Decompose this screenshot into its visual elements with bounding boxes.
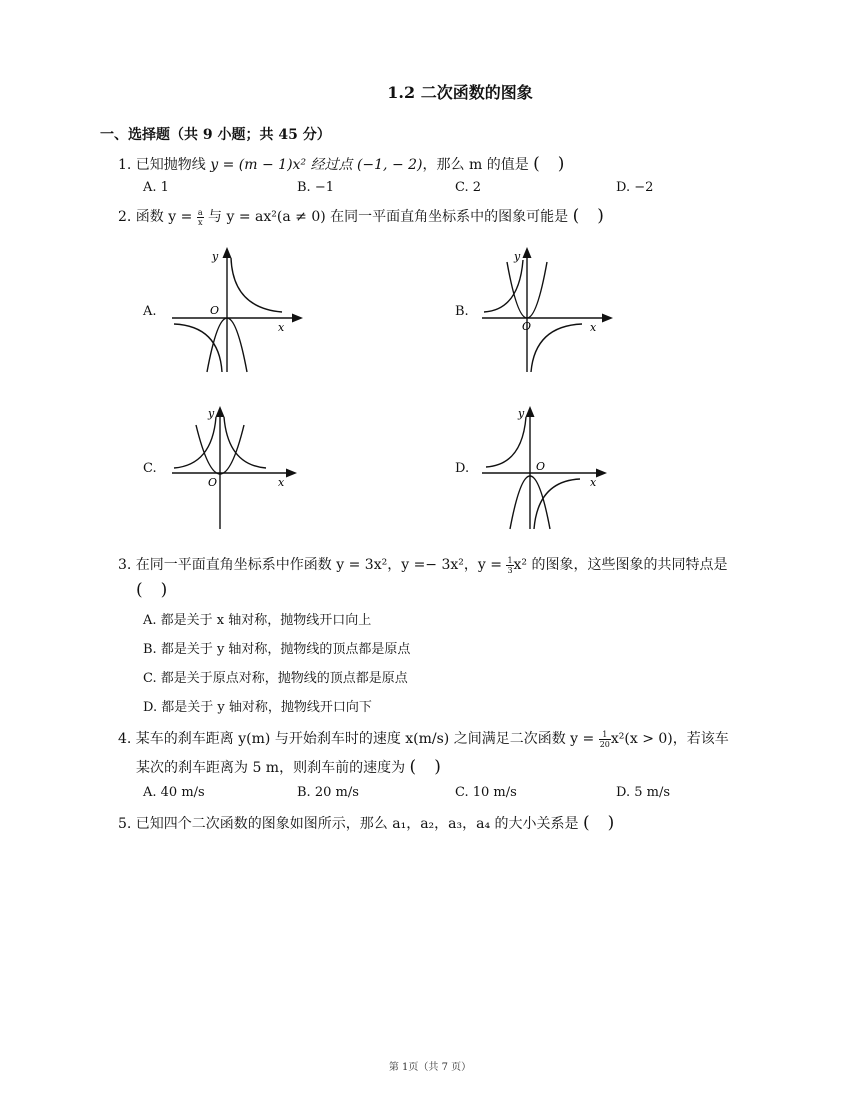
question-3 (118, 554, 728, 575)
q4-text-line2: 某次的刹车距离为 5 m，则刹车前的速度为 (136, 760, 406, 776)
q3-frac-den: 3 (507, 565, 513, 575)
q3-answer-blank-line (136, 580, 166, 600)
graph-b-label: B. (455, 304, 469, 319)
origin-label: O (536, 460, 546, 473)
x-arrow (292, 314, 303, 323)
y-axis-label: y (514, 250, 521, 263)
x-arrow (596, 469, 607, 478)
q1-expression: y = (m − 1)x² 经过点 (−1, − 2) (210, 157, 423, 173)
q1-option-d: D. −2 (616, 180, 654, 195)
q3-option-a: A. 都是关于 x 轴对称，抛物线开口向上 (143, 613, 372, 628)
q1-option-a: A. 1 (143, 180, 169, 195)
question-5 (118, 813, 613, 833)
graph-d-label: D. (455, 461, 470, 476)
q1-option-b: B. −1 (297, 180, 334, 195)
origin-label: O (210, 304, 220, 317)
graph-d (470, 405, 620, 535)
hyperbola-branch-left (174, 324, 222, 372)
q3-option-b: B. 都是关于 y 轴对称，抛物线的顶点都是原点 (143, 642, 411, 657)
question-2 (118, 206, 603, 227)
q3-fraction (506, 556, 513, 575)
answer-blank (573, 206, 603, 226)
section-title: 一、选择题（共 9 小题；共 45 分） (100, 127, 331, 143)
hyperbola-branch-right (534, 479, 580, 529)
q4-text-post: x²(x > 0)，若该车 (610, 731, 729, 747)
q2-text-pre: 2. 函数 y = (118, 209, 197, 225)
q2-frac-num: a (197, 207, 203, 217)
q4-frac-den: 20 (599, 739, 610, 749)
q3-text-pre: 3. 在同一平面直角坐标系中作函数 y = 3x²，y =− 3x²，y = (118, 557, 507, 573)
hyperbola-branch-left (174, 417, 216, 468)
q2-text-mid: 与 y = ax²(a ≠ 0) 在同一平面直角坐标系中的图象可能是 (203, 209, 569, 225)
graph-b (470, 246, 620, 376)
q4-frac-num: 1 (599, 730, 611, 740)
graph-c-label: C. (143, 461, 157, 476)
q3-frac-num: 1 (507, 555, 513, 565)
q3-option-d: D. 都是关于 y 轴对称，抛物线开口向下 (143, 700, 372, 715)
q2-fraction (197, 208, 204, 227)
hyperbola-branch-right (531, 324, 582, 372)
origin-label: O (522, 320, 532, 333)
answer-blank (410, 757, 440, 777)
q1-text-pre: 1. 已知抛物线 (118, 157, 211, 173)
q2-frac-den: x (197, 217, 203, 227)
q4-option-c: C. 10 m/s (455, 785, 517, 800)
x-axis-label: x (590, 476, 597, 489)
graph-a (160, 246, 310, 376)
q4-option-b: B. 20 m/s (297, 785, 359, 800)
x-axis-label: x (278, 476, 285, 489)
q4-option-d: D. 5 m/s (616, 785, 671, 800)
x-axis-label: x (278, 321, 285, 334)
answer-blank (136, 580, 166, 600)
page-title: 1.2 二次函数的图象 (387, 83, 533, 102)
q4-fraction (599, 730, 611, 749)
y-arrow (526, 406, 535, 417)
x-arrow (286, 469, 297, 478)
q3-option-c: C. 都是关于原点对称，抛物线的顶点都是原点 (143, 671, 408, 686)
y-axis-label: y (212, 250, 219, 263)
q3-text-post: x² 的图象，这些图象的共同特点是 (513, 557, 728, 573)
hyperbola-branch-right (231, 258, 282, 312)
answer-blank (533, 154, 563, 174)
question-4-line-2 (136, 757, 440, 777)
graph-a-label: A. (143, 304, 157, 319)
y-arrow (216, 406, 225, 417)
q1-option-c: C. 2 (455, 180, 482, 195)
q4-option-a: A. 40 m/s (143, 785, 205, 800)
q4-text-pre: 4. 某车的刹车距离 y(m) 与开始刹车时的速度 x(m/s) 之间满足二次函数 y = (118, 731, 599, 747)
origin-label: O (208, 476, 218, 489)
y-axis-label: y (518, 407, 525, 420)
hyperbola-branch-left (486, 417, 526, 467)
hyperbola-branch-right (224, 417, 266, 468)
q1-text-post: ，那么 m 的值是 (422, 157, 529, 173)
page-footer: 第 1页（共 7 页） (388, 1062, 472, 1073)
x-axis-label: x (590, 321, 597, 334)
answer-blank (583, 813, 613, 833)
x-arrow (602, 314, 613, 323)
y-arrow (523, 247, 532, 258)
q5-text: 5. 已知四个二次函数的图象如图所示，那么 a₁，a₂，a₃，a₄ 的大小关系是 (118, 816, 579, 832)
question-1 (118, 154, 563, 174)
question-4 (118, 728, 729, 749)
graph-c (160, 405, 310, 535)
y-axis-label: y (208, 407, 215, 420)
y-arrow (223, 247, 232, 258)
